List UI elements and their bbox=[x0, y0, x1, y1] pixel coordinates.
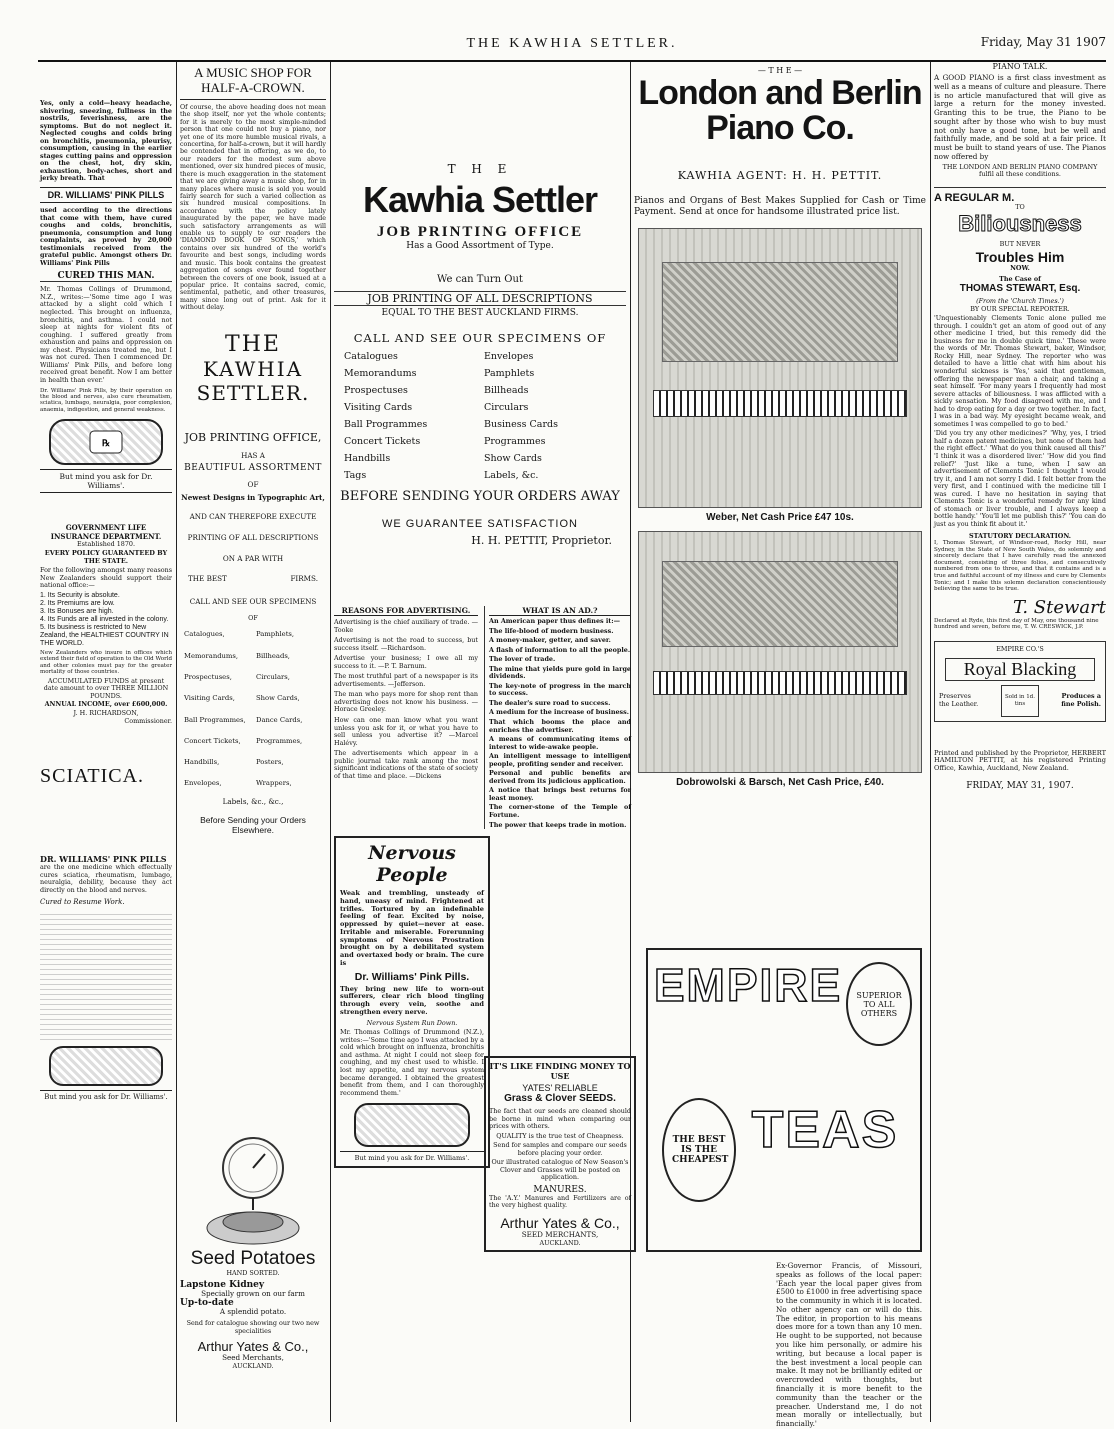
ad-list bbox=[489, 618, 631, 829]
seed-catalogue: Send for catalogue showing our two new specialities bbox=[186, 1319, 320, 1335]
piano-name-1: London and Berlin bbox=[638, 73, 922, 112]
reason-item: Advertise your business; I owe all my success to it. —P. T. Barnum. bbox=[334, 654, 478, 670]
ad-item: A means of communicating items of interest to wide-awake people. bbox=[489, 735, 631, 751]
insurance-points bbox=[40, 592, 172, 648]
reason-item: Advertising is the chief auxiliary of trade. —Tooke bbox=[334, 618, 478, 634]
ad-item: The life-blood of modern business. bbox=[489, 626, 614, 635]
pill-box-image-3 bbox=[354, 1103, 470, 1147]
stewart-decl-text: I, Thomas Stewart, of Windsor-road, Rocky Hill, near Sydney, in the State of New South Wales, do solemnly and sincerely declare that I have carefully read the annexed document, consisting of three folios, and consecutively numbered from one to three, and that it contains and is a true and faithful account of my illness and cure by Clements Tonic; and I make this solemn declaration conscientiously believing the same to be true. bbox=[934, 540, 1106, 593]
insurance-point: 4. Its Funds are all invested in the colony. bbox=[40, 615, 169, 623]
job-item: Programmes, bbox=[256, 736, 303, 745]
seed-variety: Lapstone Kidney bbox=[180, 1279, 265, 1290]
blacking-sold: Sold in 1d. tins bbox=[1005, 694, 1035, 707]
stewart-by: BY OUR SPECIAL REPORTER. bbox=[970, 304, 1070, 313]
sciatica-print-block bbox=[40, 910, 172, 1040]
insurance-point: 5. Its business is restricted to New Zealand, the HEALTHIEST COUNTRY IN THE WORLD. bbox=[40, 623, 169, 647]
job-call: CALL AND SEE OUR SPECIMENS bbox=[189, 597, 317, 607]
kawhia-small-ad bbox=[180, 332, 326, 405]
ad-item: A notice that brings best returns for least money. bbox=[489, 786, 631, 802]
seed-merchants: Seed Merchants, bbox=[222, 1353, 284, 1363]
job-has: HAS A bbox=[241, 450, 265, 460]
yates-manures: MANURES. bbox=[533, 1184, 587, 1195]
job-item: Envelopes, bbox=[184, 779, 222, 788]
seed-title: Seed Potatoes bbox=[190, 1248, 316, 1269]
piano-talk-fulfil: fulfil all these conditions. bbox=[979, 170, 1061, 179]
teas-word: TEAS bbox=[751, 1101, 899, 1159]
kawhia-small-the: THE bbox=[225, 331, 281, 357]
stewart-to: TO bbox=[1015, 202, 1025, 211]
potato-scale-icon bbox=[193, 1128, 313, 1248]
piano-talk-title: PIANO TALK. bbox=[992, 62, 1048, 71]
job-best-line bbox=[180, 575, 326, 584]
job-newest: Newest Designs in Typographic Art, bbox=[181, 493, 325, 503]
stewart-case: The Case of bbox=[999, 274, 1041, 283]
stewart-text2: 'Did you try any other medicines?' 'Why, yes, I tried half a dozen patent medicines, but none of them had the right effect.' 'What do you think caused all this?' 'I think it was a disordered liver.' 'How did you find relief?' 'Just like a tune, when I saw an advertisement of Clements Tonic I thought I would try it, and I am not sorry I did. I felt better from the very first, and I continued with the medicine till I was cured. I have no hesitation in saying that Clements Tonic is a wonderful remedy for any kind of stomach or liver trouble, and I always keep a bottle handy.' 'You'll let me publish this?' 'You can do just as you think fit about it.' bbox=[934, 429, 1106, 528]
pills-footer: But mind you ask for Dr. Williams'. bbox=[40, 469, 172, 493]
insurance-point: 3. Its Bonuses are high. bbox=[40, 607, 114, 615]
ad-item: The key-note of progress in the march to success. bbox=[489, 681, 631, 698]
job-firms: FIRMS. bbox=[290, 574, 318, 584]
yates-text: The fact that our seeds are cleaned should be borne in mind when comparing our prices with others. bbox=[489, 1107, 631, 1131]
piano-talk-text: A GOOD PIANO is a first class investment as well as a means of culture and pleasure. There is no article manufactured that will give as large a return for the money invested. Granting this to be true, the Piano to be sought after by those who wish to buy must not only have a good tone, but be well and faithfully made, and be sold at a fair price. It must be built to stand years of use. The Pianos now offered by bbox=[934, 73, 1106, 162]
reasons-title: REASONS FOR ADVERTISING. bbox=[334, 606, 478, 616]
column-4 bbox=[634, 66, 926, 1429]
yates-catalogue: Our illustrated catalogue of New Season's Clover and Grasses will be posted on application. bbox=[491, 1158, 629, 1182]
sciatica-text: are the one medicine which effectually cures sciatica, rheumatism, lumbago, neuralgia, debility, because they act directly on the blood and nerves. bbox=[40, 863, 172, 894]
job-of2: OF bbox=[248, 613, 258, 622]
piano-image-dobrowolski bbox=[638, 531, 922, 773]
insurance-intro: For the following amongst many reasons New Zealanders should support their national office:— bbox=[40, 565, 173, 590]
kawhia-small-settler: SETTLER. bbox=[196, 380, 310, 405]
seed-sorted: HAND SORTED. bbox=[226, 1269, 280, 1277]
job-before: Before Sending your Orders Elsewhere. bbox=[200, 814, 306, 835]
stewart-regular: A REGULAR M. bbox=[934, 191, 1015, 204]
empire-teas-ad bbox=[646, 948, 922, 1252]
pill-box-image bbox=[49, 419, 163, 465]
piano-agent: KAWHIA AGENT: H. H. PETTIT. bbox=[677, 169, 883, 183]
settler-item: Handbills bbox=[344, 452, 391, 464]
column-5 bbox=[934, 62, 1106, 791]
yates-manures-text: The 'A.Y.' Manures and Fertilizers are of the very highest quality. bbox=[489, 1193, 631, 1210]
nervous-text: Weak and trembling, unsteady of hand, uneasy of mind. Frightened at trifles. Tortured by an indefinable feeling of fear. Excited by noise, oppressed by quiet—never at ease. Irritable and miserable. Forerunning symptoms of Nervous Prostration brought on by a debilitated system and overtaxed body or brain. The cure is bbox=[340, 889, 484, 967]
stewart-troubles: Troubles Him bbox=[975, 249, 1065, 265]
job-best: THE BEST bbox=[188, 574, 227, 584]
job-labels: Labels, &c., &c., bbox=[222, 796, 284, 806]
job-item: Handbills, bbox=[184, 758, 220, 767]
reason-item: The most truthful part of a newspaper is its advertisements. —Jefferson. bbox=[334, 672, 478, 688]
settler-item: Concert Tickets bbox=[344, 435, 421, 447]
ad-item: The mine that yields pure gold in large dividends. bbox=[489, 664, 631, 681]
piano-caption-2: Dobrowolski & Barsch, Net Cash Price, £40. bbox=[676, 777, 884, 789]
ad-title: WHAT IS AN AD.? bbox=[489, 606, 631, 616]
settler-the: T H E bbox=[447, 162, 513, 176]
settler-name: Kawhia Settler bbox=[362, 179, 598, 220]
job-par: ON A PAR WITH bbox=[222, 553, 284, 563]
reasons-ad bbox=[334, 606, 478, 780]
yates-money: IT'S LIKE FINDING MONEY TO USE bbox=[489, 1061, 631, 1081]
reason-item: How can one man know what you want unless you ask for it, or what you have to sell unless you advertise it? —Marcel Halévy. bbox=[334, 716, 478, 747]
stewart-but: BUT NEVER bbox=[999, 240, 1041, 249]
kawhia-small-name: KAWHIA bbox=[202, 356, 304, 381]
job-therefore: AND CAN THEREFORE EXECUTE bbox=[189, 512, 317, 522]
column-3 bbox=[334, 66, 631, 1247]
ad-item: An intelligent message to intelligent people, profiting sender and receiver. bbox=[489, 752, 631, 768]
settler-item: Labels, &c. bbox=[484, 469, 539, 481]
reason-item: Advertising is not the road to success, but success itself. —Richardson. bbox=[334, 636, 478, 652]
job-of: OF bbox=[247, 480, 259, 490]
job-item: Concert Tickets, bbox=[184, 736, 241, 745]
insurance-title: GOVERNMENT LIFE INSURANCE DEPARTMENT. bbox=[50, 523, 162, 542]
stewart-decl-title: STATUTORY DECLARATION. bbox=[968, 531, 1072, 540]
reasons-list bbox=[334, 619, 478, 780]
piano-the: — T H E — bbox=[757, 66, 803, 75]
ad-item: A money-maker, getter, and saver. bbox=[489, 636, 611, 645]
stewart-name: THOMAS STEWART, Esq. bbox=[959, 283, 1081, 295]
settler-item: Prospectuses bbox=[344, 384, 408, 396]
settler-call: CALL AND SEE OUR SPECIMENS OF bbox=[353, 330, 607, 345]
issue-date: Friday, May 31 1907 bbox=[980, 35, 1106, 49]
stewart-ad bbox=[934, 187, 1106, 631]
job-item: Show Cards, bbox=[256, 694, 300, 703]
settler-specimen-list bbox=[334, 351, 626, 481]
blacking-row bbox=[939, 685, 1101, 717]
settler-item: Show Cards bbox=[484, 452, 542, 464]
job-title: JOB PRINTING OFFICE, bbox=[184, 430, 322, 444]
insurance-point: 1. Its Security is absolute. bbox=[40, 591, 120, 599]
yates-brand: YATES' RELIABLE bbox=[522, 1083, 598, 1093]
settler-item: Circulars bbox=[484, 401, 529, 413]
pills-testimony: Mr. Thomas Collings of Drummond, N.Z., writes:—'Some time ago I was attacked by a slight cold which I neglected. This brought on influenza, bronchitis, and asthma. I could not sleep at nights for violent fits of coughing. I suffered greatly from exhaustion and pains and oppression on my chest. Physicians treated me, but I was not cured. Then I commenced Dr. Williams' Pink Pills, and before long received great benefit. Now I am better in health than ever.' bbox=[40, 285, 172, 384]
ad-item: The dealer's sure road to success. bbox=[489, 698, 611, 707]
stewart-bilious: Biliousness bbox=[958, 211, 1082, 237]
settler-item: Billheads bbox=[484, 384, 529, 396]
sciatica-ad bbox=[40, 854, 172, 1101]
settler-guarantee: WE GUARANTEE SATISFACTION bbox=[382, 517, 578, 530]
piano-desc: Pianos and Organs of Best Makes Supplied for Cash or Time Payment. Send at once for handsome illustrated price list. bbox=[634, 196, 926, 218]
superior-badge bbox=[846, 962, 912, 1046]
masthead bbox=[38, 32, 1106, 62]
pills-ad-body: used according to the directions that come with them, have cured coughs and colds, bronchitis, pneumonia, consumption and lung complaints, as proved by 20,000 testimonials received from the grateful public. Amongst others Dr. Williams' Pink Pills bbox=[40, 206, 172, 267]
job-item: Memorandums, bbox=[184, 651, 239, 660]
settler-turnout: We can Turn Out bbox=[437, 273, 523, 285]
settler-descriptions: JOB PRINTING OF ALL DESCRIPTIONS bbox=[334, 291, 626, 306]
job-item: Pamphlets, bbox=[256, 630, 295, 639]
ad-item: That which booms the place and enriches the advertiser. bbox=[489, 718, 631, 734]
ad-item: The corner-stone of the Temple of Fortune. bbox=[489, 803, 631, 820]
piano-caption-1: Weber, Net Cash Price £47 10s. bbox=[706, 512, 854, 524]
column-rule bbox=[176, 62, 177, 1422]
best-badge bbox=[662, 1098, 736, 1202]
nervous-testimony: Mr. Thomas Collings of Drummond (N.Z.), writes:—'Some time ago I was attacked by a cold which brought on influenza, bronchitis and asthma. At night I could not sleep for coughing, and my chest used to whistle. I lost my appetite, and my nervous system became deranged. I obtained the greatest benefit from them, and I can thoroughly recommend them.' bbox=[340, 1028, 484, 1097]
imprint-date: FRIDAY, MAY 31, 1907. bbox=[966, 780, 1074, 791]
pills-small-print: Dr. Williams' Pink Pills, by their operation on the blood and nerves, also cure rheumatism, sciatica, lumbago, neuralgia, poor complexion, anaemia, indigestion, and general weakness. bbox=[40, 387, 172, 413]
cured-heading: CURED THIS MAN. bbox=[40, 271, 172, 282]
settler-item: Memorandums bbox=[344, 367, 417, 379]
job-item: Catalogues, bbox=[184, 630, 225, 639]
ad-item: Personal and public benefits are derived from its judicious application. bbox=[489, 769, 631, 785]
insurance-role: Commissioner. bbox=[124, 716, 172, 725]
pink-pills-brand: DR. WILLIAMS' PINK PILLS bbox=[40, 187, 172, 203]
settler-item: Pamphlets bbox=[484, 367, 535, 379]
settler-item: Tags bbox=[344, 469, 367, 481]
blacking-ad bbox=[934, 641, 1106, 722]
piano-image-weber bbox=[638, 228, 922, 508]
stewart-text: 'Unquestionably Clements Tonic alone pulled me through. I couldn't get an atom of good out of any other medicine I tried, but this remedy did the business for me in double quick time.' These were the words of Mr. Thomas Stewart, baker, Windsor, Rocky Hill, near Sydney. The reporter who was detailed to have a little chat with him about his wonderful sickness is 'Yes,' said that gentleman, offering the newspaper man a chair, and taking a seat himself. 'For many years I frequently had most severe attacks of biliousness. I was afflicted with a sickly sensation. My food disagreed with me, and I had to drop eating for a day or two together. In fact, I was in a bad way. My eyesight became weak, and sometimes I was compelled to go to bed.' bbox=[934, 314, 1106, 428]
ad-item: The lover of trade. bbox=[489, 655, 556, 664]
insurance-estd: Established 1870. bbox=[76, 540, 136, 549]
settler-item: Programmes bbox=[484, 435, 546, 447]
piano-ad bbox=[634, 66, 926, 788]
ad-item: The power that keeps trade in motion. bbox=[489, 820, 627, 829]
imprint: Printed and published by the Proprietor, HERBERT HAMILTON PETTIT, at his registered Printing Office, Kawhia, Auckland, New Zealand. bbox=[934, 748, 1106, 773]
nervous-text2: They bring new life to worn-out sufferers, clear rich blood tingling through every vein, soothe and strengthen every nerve. bbox=[340, 984, 484, 1016]
insurance-income: ANNUAL INCOME, over £600,000. bbox=[44, 699, 168, 708]
blacking-preserves: Preserves the Leather. bbox=[939, 691, 979, 708]
stewart-signature: T. Stewart bbox=[1013, 596, 1106, 618]
seed-specially: Specially grown on our farm bbox=[201, 1288, 305, 1298]
yates-seeds-ad bbox=[484, 1056, 636, 1252]
yates-product: Grass & Clover SEEDS. bbox=[504, 1093, 616, 1104]
settler-office: JOB PRINTING OFFICE bbox=[376, 223, 584, 240]
column-rule bbox=[330, 62, 331, 1422]
nervous-people-ad bbox=[334, 836, 490, 1168]
settler-item: Catalogues bbox=[344, 350, 398, 362]
pills-ad-text: Yes, only a cold—heavy headache, shivering, sneezing, fullness in the nostrils, feverishness, are the symptoms. But do not neglect it. Neglected coughs and colds bring on bronchitis, pneumonia, pleurisy, consumption, causing in the earlier stages cutting pains and oppression on the chest, hot, dry skin, exhaustion, body-aches, short and jerky breath. That bbox=[40, 99, 172, 183]
nervous-brand: Dr. Williams' Pink Pills. bbox=[354, 970, 470, 983]
job-item: Circulars, bbox=[256, 673, 290, 682]
settler-job-ad bbox=[334, 66, 626, 547]
newspaper-title: THE KAWHIA SETTLER. bbox=[466, 36, 678, 51]
settler-item: Ball Programmes bbox=[344, 418, 428, 430]
superior-badge-text: SUPERIOR TO ALL OTHERS bbox=[856, 990, 902, 1018]
francis-quote: Ex-Governor Francis, of Missouri, speaks as follows of the local paper: 'Each year the local paper gives from £500 to £1000 in free advertising space to the community in which it is located. No other agency can or will do this. The editor, in proportion to his means does more for a town than any 10 men. He ought to be supported, not because you like him personally, or admire his writing, but because a local paper is the best investment a local people can make. It may not be brilliantly edited or overcrowded with thoughts, but financially it is more benefit to the community than the teacher or the preacher. Understand me, I do not mean morally or intellectually, but financially.' bbox=[776, 1261, 922, 1429]
settler-item: Envelopes bbox=[484, 350, 534, 362]
stewart-declared: Declared at Ryde, this first day of May, one thousand nine hundred and seven, before me, T. W. CRESWICK, J.P. bbox=[934, 617, 1099, 631]
yates-quality: QUALITY is the true test of Cheapness. bbox=[496, 1131, 624, 1140]
column-1 bbox=[40, 66, 172, 1101]
job-item: Visiting Cards, bbox=[184, 694, 235, 703]
seed-uptodate: Up-to-date bbox=[180, 1298, 234, 1309]
job-item: Wrappers, bbox=[256, 779, 292, 788]
settler-item: Visiting Cards bbox=[344, 401, 413, 413]
ad-item: An American paper thus defines it:— bbox=[489, 617, 620, 625]
job-assortment: BEAUTIFUL ASSORTMENT bbox=[184, 463, 322, 474]
column-rule bbox=[930, 62, 931, 1422]
blacking-tin-icon bbox=[1001, 685, 1039, 717]
settler-equal: EQUAL TO THE BEST AUCKLAND FIRMS. bbox=[381, 307, 579, 318]
job-item: Posters, bbox=[256, 758, 284, 767]
yates-merchants: SEED MERCHANTS, bbox=[521, 1230, 599, 1240]
sciatica-title: SCIATICA. bbox=[40, 765, 145, 788]
nervous-heading: Nervous System Run Down. bbox=[366, 1018, 458, 1027]
yates-place: AUCKLAND. bbox=[539, 1238, 581, 1247]
sciatica-heading: Cured to Resume Work. bbox=[40, 898, 125, 907]
reason-item: The man who pays more for shop rent than advertising does not know his business. —Horace Greeley. bbox=[334, 690, 478, 714]
best-badge-text: THE BEST IS THE CHEAPEST bbox=[672, 1135, 729, 1165]
ad-item: A medium for the increase of business. bbox=[489, 708, 629, 717]
ad-item: A flash of information to all the people. bbox=[489, 645, 631, 654]
job-item: Ball Programmes, bbox=[184, 715, 246, 724]
insurance-ad bbox=[40, 523, 172, 725]
seed-splendid: A splendid potato. bbox=[219, 1307, 287, 1317]
piano-talk-company: THE LONDON AND BERLIN PIANO COMPANY bbox=[942, 162, 1098, 171]
nervous-footer: But mind you ask for Dr. Williams'. bbox=[340, 1151, 484, 1162]
insurance-point: 2. Its Premiums are low. bbox=[40, 599, 115, 607]
sciatica-brand: DR. WILLIAMS' PINK PILLS bbox=[40, 854, 167, 865]
blacking-produces: Produces a fine Polish. bbox=[1061, 691, 1101, 708]
insurance-guarantee: EVERY POLICY GUARANTEED BY THE STATE. bbox=[44, 548, 168, 565]
insurance-funds: ACCUMULATED FUNDS at present date amount to over THREE MILLION POUNDS. bbox=[43, 676, 169, 700]
svg-text:℞: ℞ bbox=[101, 438, 111, 449]
reason-item: The advertisements which appear in a public journal take rank among the most significant indications of the state of society of that time and place. —Dickens bbox=[334, 749, 478, 780]
yates-samples: Send for samples and compare our seeds before placing your order. bbox=[493, 1141, 627, 1157]
job-specimen-list bbox=[180, 630, 326, 787]
seed-potatoes-ad bbox=[180, 1128, 326, 1371]
pill-box-icon bbox=[86, 427, 126, 457]
stewart-from: (From the 'Church Times.') bbox=[976, 297, 1064, 306]
blacking-title: Royal Blacking bbox=[945, 658, 1095, 681]
yates-company: Arthur Yates & Co., bbox=[500, 1215, 620, 1232]
job-printing-ad bbox=[180, 431, 326, 835]
nervous-title: Nervous People bbox=[368, 842, 456, 886]
settler-item: Business Cards bbox=[484, 418, 558, 430]
music-shop-title: A MUSIC SHOP FOR HALF-A-CROWN. bbox=[180, 66, 326, 100]
blacking-empire: EMPIRE CO.'S bbox=[996, 644, 1044, 653]
insurance-signature: J. H. RICHARDSON, bbox=[73, 709, 139, 718]
what-is-ad bbox=[484, 606, 631, 829]
job-item: Dance Cards, bbox=[256, 715, 303, 724]
seed-place: AUCKLAND. bbox=[232, 1361, 274, 1370]
settler-proprietor: H. H. PETTIT, Proprietor. bbox=[471, 533, 612, 547]
column-2 bbox=[180, 65, 326, 1370]
stewart-now: NOW. bbox=[1010, 264, 1030, 272]
job-item: Billheads, bbox=[256, 651, 290, 660]
job-printing: PRINTING OF ALL DESCRIPTIONS bbox=[187, 532, 319, 542]
sciatica-footer: But mind you ask for Dr. Williams'. bbox=[40, 1090, 172, 1101]
insurance-note: New Zealanders who insure in offices which extend their field of operation to the Old World and other colonies must pay for the greater mortality of those countries. bbox=[40, 649, 172, 676]
piano-name-2: Piano Co. bbox=[706, 109, 854, 148]
seed-company: Arthur Yates & Co., bbox=[197, 1339, 309, 1355]
settler-assortment: Has a Good Assortment of Type. bbox=[406, 240, 554, 251]
empire-word: EMPIRE bbox=[653, 959, 843, 1011]
job-item: Prospectuses, bbox=[184, 673, 232, 682]
music-shop-text: Of course, the above heading does not mean the shop itself, nor yet the whole contents; for it is merely to the most simple-minded person that one could not buy a piano, nor yet one of its more humble musical rivals, a concertina, for half-a-crown, but it will hardly be contended that in offering, as we do, to our readers for the modest sum above mentioned, over six hundred pieces of music, there is much exaggeration in the statement that we are giving away a music shop, for in many places where music is sold you would fairly search for such a varied collection as six hundred musical compositions. In accordance with the policy lately inaugurated by the paper, we have made such satisfactory arrangements as will enable us to supply to our readers the 'DIAMOND BOOK OF SONGS,' which contains over six hundred of the world's favourite and best songs, including words and music. This book contains the greatest aggregation of songs ever found together between the covers of one book, issued at a popular price. It contains sacred, comic, sentimental, pathetic, and other treasures, many since long out of print. Ask for it without delay. bbox=[180, 103, 326, 312]
pill-box-image-2 bbox=[49, 1046, 163, 1086]
settler-before: BEFORE SENDING YOUR ORDERS AWAY bbox=[340, 488, 620, 504]
